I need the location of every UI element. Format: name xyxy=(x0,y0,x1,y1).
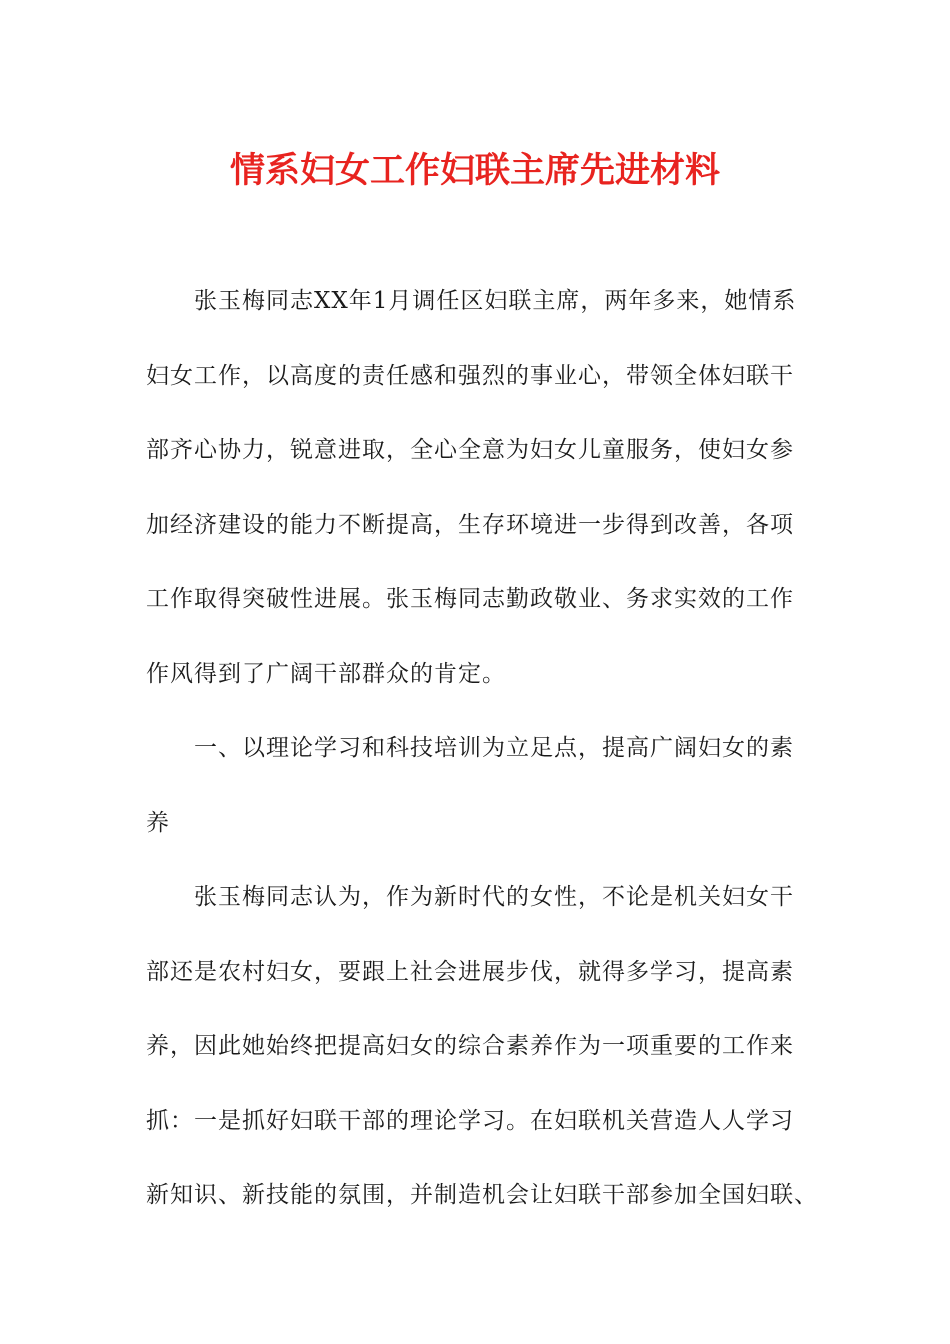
paragraph-intro xyxy=(146,276,806,723)
text-line: 抓：一是抓好妇联干部的理论学习。在妇联机关营造人人学习 xyxy=(146,1107,794,1134)
text-line: 养 xyxy=(146,809,170,836)
text-line: 张玉梅同志XX年1月调任区妇联主席，两年多来，她情系 xyxy=(194,288,797,314)
text-line: 工作取得突破性进展。张玉梅同志勤政敬业、务求实效的工作 xyxy=(146,586,794,612)
document-title: 情系妇女工作妇联主席先进材料 xyxy=(229,151,720,191)
text-line: 张玉梅同志认为，作为新时代的女性，不论是机关妇女干 xyxy=(194,884,794,910)
text-line: 部齐心协力，锐意进取，全心全意为妇女儿童服务，使妇女参 xyxy=(146,437,794,463)
text-line: 一、以理论学习和科技培训为立足点，提高广阔妇女的素 xyxy=(194,735,794,761)
text-line: 部还是农村妇女，要跟上社会进展步伐，就得多学习，提高素 xyxy=(146,958,794,985)
paragraph-section-1 xyxy=(146,872,818,1245)
text-line: 妇女工作，以高度的责任感和强烈的事业心，带领全体妇联干 xyxy=(146,362,794,389)
text-line: 作风得到了广阔干部群众的肯定。 xyxy=(146,660,506,687)
text-line: 养，因此她始终把提高妇女的综合素养作为一项重要的工作来 xyxy=(146,1033,794,1059)
section-heading-1 xyxy=(146,723,806,872)
text-line: 加经济建设的能力不断提高，生存环境进一步得到改善，各项 xyxy=(146,511,794,538)
text-line: 新知识、新技能的氛围，并制造机会让妇联干部参加全国妇联、 xyxy=(146,1182,818,1208)
document-body xyxy=(146,276,818,1245)
